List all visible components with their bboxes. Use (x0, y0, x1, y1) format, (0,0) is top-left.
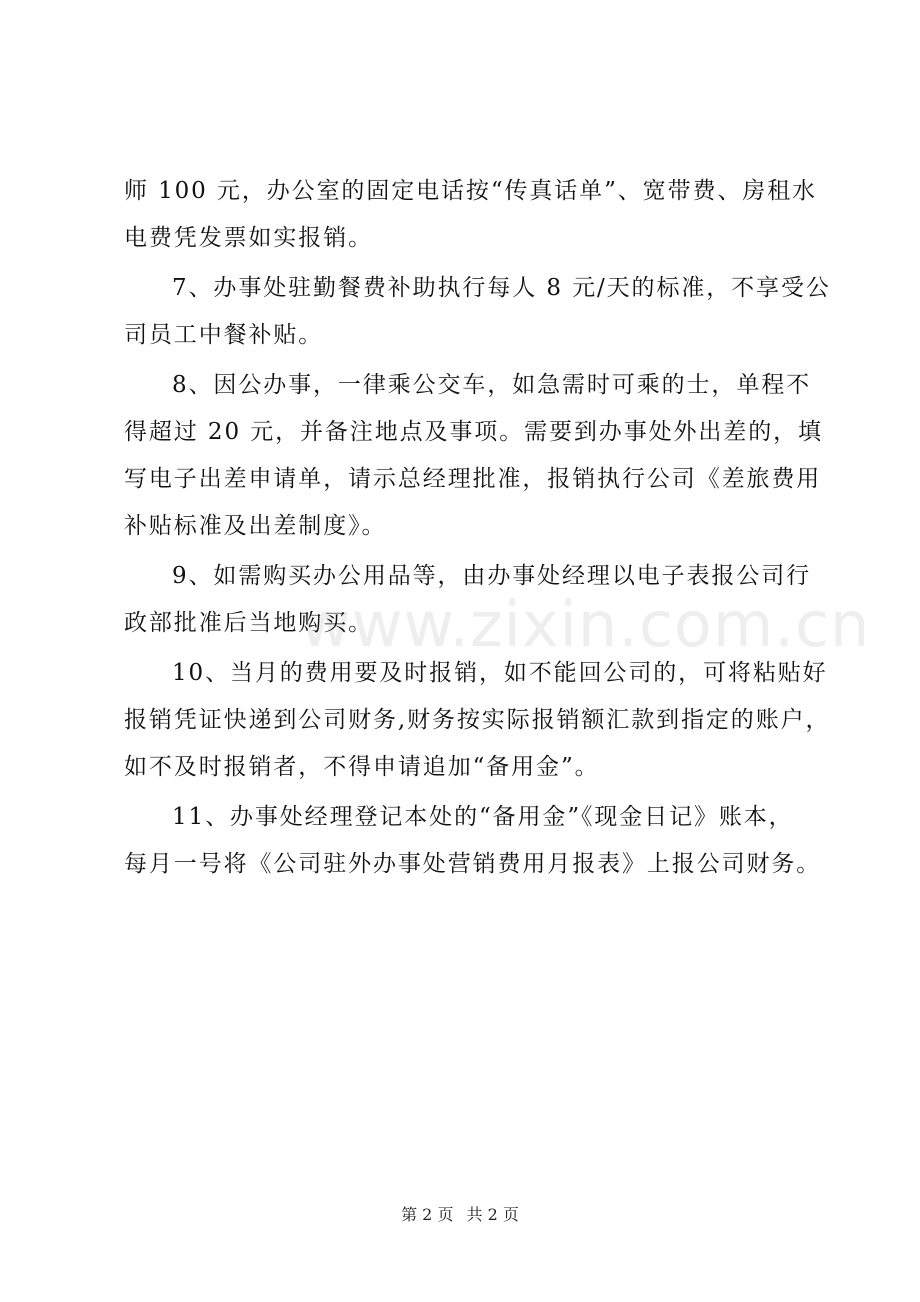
paragraph-11-line: 11、办事处经理登记本处的“备用金”《现金日记》账本， (172, 804, 794, 830)
text-line: 如不及时报销者，不得申请追加“备用金”。 (124, 754, 600, 780)
text-line: 司员工中餐补贴。 (124, 322, 324, 348)
paragraph-7-line: 7、办事处驻勤餐费补助执行每人 8 元/天的标准，不享受公 (172, 275, 831, 301)
page-footer (0, 1202, 920, 1225)
page-total: 共 2 页 (466, 1205, 519, 1224)
page-number: 第 2 页 (401, 1205, 454, 1224)
paragraph-10-line: 10、当月的费用要及时报销，如不能回公司的，可将粘贴好 (172, 660, 828, 686)
text-line: 电费凭发票如实报销。 (124, 225, 373, 251)
text-line: 得超过 20 元，并备注地点及事项。需要到办事处外出差的，填 (124, 419, 823, 445)
document-body (124, 168, 831, 888)
watermark: www.zixin.com.cn (300, 588, 871, 661)
text-line: 写电子出差申请单，请示总经理批准，报销执行公司《差旅费用 (124, 466, 822, 492)
text-line: 每月一号将《公司驻外办事处营销费用月报表》上报公司财务。 (124, 851, 822, 877)
paragraph-9-line: 9、如需购买办公用品等，由办事处经理以电子表报公司行 (172, 563, 812, 589)
text-line: 报销凭证快递到公司财务,财务按实际报销额汇款到指定的账户， (124, 707, 831, 733)
text-line: 师 100 元，办公室的固定电话按“传真话单”、宽带费、房租水 (124, 178, 817, 204)
text-line: 政部批准后当地购买。 (124, 610, 373, 636)
text-line: 补贴标准及出差制度》。 (124, 513, 387, 539)
paragraph-8-line: 8、因公办事，一律乘公交车，如急需时可乘的士，单程不 (172, 372, 812, 398)
